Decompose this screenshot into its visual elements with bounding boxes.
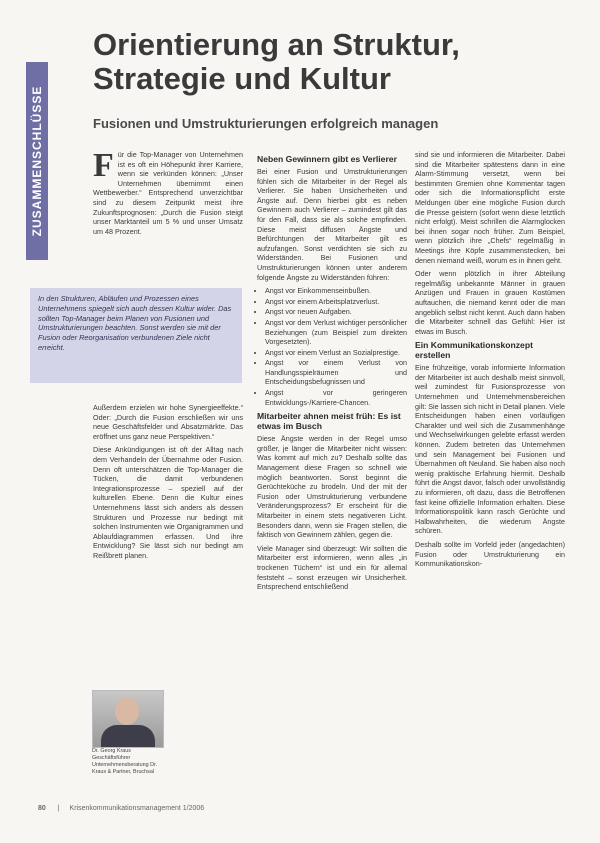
section-tab xyxy=(26,62,48,260)
heading-winners-losers: Neben Gewinnern gibt es Verlierer xyxy=(257,154,397,164)
portrait-head xyxy=(115,697,139,725)
column-3 xyxy=(415,150,565,573)
list-item: • Angst vor dem Verlust wichtiger persönlicher Beziehungen (zum Beispiel zum direkten Vorgesetzten). xyxy=(265,318,407,347)
page-number: 80 xyxy=(38,805,46,812)
col1-paragraph-1: Außerdem erzielen wir hohe Synergieeffekte.“ Oder: „Durch die Fusion erschließen wir uns neue Geschäftsfelder und Absatzmärkte. Das eröffnet uns ganz neue Perspektiven.“ xyxy=(93,403,243,441)
heading-communication-concept: Ein Kommunikationskonzept erstellen xyxy=(415,340,533,361)
pull-quote: In den Strukturen, Abläufen und Prozessen eines Unternehmens spiegelt sich auch dessen Kultur wider. Das sollten Top-Manager beim Planen von Fusionen und Umstrukturierungen beachten. Sonst werden sie mit der Fusion oder Reorganisation verbundenen Ziele nicht erreicht. xyxy=(30,288,242,383)
col3-paragraph-4: Deshalb sollte im Vorfeld jeder (angedachten) Fusion oder Umstrukturierung ein Kommunikationskon- xyxy=(415,539,565,569)
portrait-body xyxy=(101,725,155,747)
column-1-bottom xyxy=(93,403,243,565)
col1-paragraph-2: Diese Ankündigungen ist oft der Alltag nach dem Verhandeln der Übernahme oder Fusion. Denn oft unterschätzen die Top-Manager die Tücken, die damit verbundenen Integrationsprozesse – speziell auf der kulturellen Ebene. Denn die Kultur eines Unternehmens lässt sich anders als dessen Strukturen und Prozesse nur bedingt mit solchen Instrumenten wie Organigrammen und Ablaufdiagrammen erfassen. Und ihre Entwicklung? Sie lässt sich nur bedingt am Reißbrett planen. xyxy=(93,445,243,560)
article-title: Orientierung an Struktur, Strategie und Kultur xyxy=(93,27,460,96)
article-subtitle: Fusionen und Umstrukturierungen erfolgreich managen xyxy=(93,116,439,131)
portrait-caption xyxy=(92,748,172,776)
footer-separator: | xyxy=(57,805,60,812)
list-item: • Angst vor einem Verlust an Sozialprestige. xyxy=(265,348,407,358)
publication-name: Krisenkommunikationsmanagement 1/2006 xyxy=(69,805,205,812)
list-item: • Angst vor geringeren Entwicklungs-/Karriere-Chancen. xyxy=(265,388,407,407)
intro-text: ür die Top-Manager von Unternehmen ist es oft ein Höhepunkt ihrer Karriere, wenn sie verkünden können: „Unser Unternehmen übernimmt einen Wettbewerber.“ Entsprechend unverzichtbar sind zu diesem Zeitpunkt meist ihre Zukunftsprognosen: „Durch die Fusion steigt unser Marktanteil um 5 % und unser Umsatz um 48 Prozent. xyxy=(93,150,243,236)
drop-cap: F xyxy=(93,147,114,184)
heading-something-afoot: Mitarbeiter ahnen meist früh: Es ist etwas im Busch xyxy=(257,411,401,432)
caption-name: Dr. Georg Kraus xyxy=(92,748,131,754)
col3-paragraph-2: Oder wenn plötzlich in ihrer Abteilung regelmäßig unbekannte Männer in grauen Anzügen und Frauen in grauen Kostümen auftauchen, die niemand kennt oder die man angeblich selbst nicht kennt. Auch dann haben die Mitarbeiter schnell das Gefühl: Hier ist etwas im Busch. xyxy=(415,269,565,336)
intro-paragraph xyxy=(93,147,243,236)
column-1-top xyxy=(93,147,243,240)
section-tab-label: ZUSAMMENSCHLÜSSE xyxy=(30,85,44,237)
caption-company: Unternehmensberatung Dr. Kraus & Partner, Bruchsal xyxy=(92,762,158,775)
column-2 xyxy=(257,150,407,596)
author-portrait xyxy=(92,690,164,748)
page-footer xyxy=(38,805,204,812)
fears-list xyxy=(257,286,407,407)
col2-paragraph-1: Bei einer Fusion und Umstrukturierungen fühlen sich die Mitarbeiter in der Regel als Verlierer. Sie haben Unsicherheiten und Ängste auf. Denn hierbei gibt es neben Gewinnern auch Verlierer – zumindest gilt das für den Fall, dass sie als solche empfinden. Diese meist diffusen Ängste und Befürchtungen der Mitarbeiter gilt es aufzufangen. Sonst verdichten sie sich zu Widerständen. Bei Fusionen und Umstrukturierungen können unter anderem folgende Ängste zu Widerständen führen: xyxy=(257,167,407,282)
col2-paragraph-2: Diese Ängste werden in der Regel umso größer, je länger die Mitarbeiter nicht wissen: Was kommt auf mich zu? Deshalb sollte das Management diese Fragen so schnell wie möglich beantworten. Sonst beginnt die Gerüchteküche zu brodeln. Und der mit der Fusion oder Umstrukturierung verbundene Veränderungsprozess? Er erscheint für die Mitarbeiter in einem stets negativeren Licht. Besonders dann, wenn sie Fragen stellen, die faktisch von Gewinnern zählen, gegen die. xyxy=(257,434,407,540)
list-item: • Angst vor einem Verlust von Handlungsspielräumen und Entscheidungsbefugnissen und xyxy=(265,358,407,387)
list-item: • Angst vor neuen Aufgaben. xyxy=(265,307,407,317)
col3-paragraph-1: sind sie und informieren die Mitarbeiter. Dabei sind die Mitarbeiter spätestens dann in eine Alarm-Stimmung versetzt, wenn bei bestimmten Gremien ohne Kommentar tagen oder sich die Informationspflicht erste Meldungen über eine mögliche Fusion durch die Presse geistern (sofort wenn diese letztlich nicht erfolgt). Meist schrillen die Alarmglocken bei ihnen sogar noch früher. Zum Beispiel, wenn plötzlich ihre „Chefs“ regelmäßig in Meetings ihre Köpfe zusammenstecken, bei denen niemand weiß, worum es in ihnen geht. xyxy=(415,150,565,265)
col3-paragraph-3: Eine frühzeitige, vorab informierte Information der Mitarbeiter ist auch deshalb meist sinnvoll, weil zumindest für Fusionsprozesse von Unternehmen und Unternehmensbereichen gilt: Sie lassen sich nicht in Detail planen. Viele Entscheidungen haben einen vorläufigen Charakter und weil sich die Zusammenhänge und Wechselwirkungen gelebte erfasst werden können. Zudem betreten das Unternehmen und sein Management bei Fusionen und Übernahmen oft Neuland. Sie haben also noch wenig praktische Erfahrung hiermit. Deshalb führt die Angst davor, falsch oder unvollständig zu informieren, oft dazu, dass die Betroffenen fast keine offizielle Information erhalten. Diese Informationspolitik kann rasch Gerüchte und Halbwahrheiten, die wiederum Ängste schüren. xyxy=(415,363,565,536)
list-item: • Angst vor einem Arbeitsplatzverlust. xyxy=(265,297,407,307)
list-item: • Angst vor Einkommenseinbußen. xyxy=(265,286,407,296)
col2-paragraph-3: Viele Manager sind überzeugt: Wir sollten die Mitarbeiter erst informieren, wenn alles „in trockenen Tüchern“ ist und ein für allemal feststeht – sonst erzeugen wir Unsicherheit. Entsprechend entschließend xyxy=(257,543,407,592)
caption-role: Geschäftsführer xyxy=(92,755,131,761)
